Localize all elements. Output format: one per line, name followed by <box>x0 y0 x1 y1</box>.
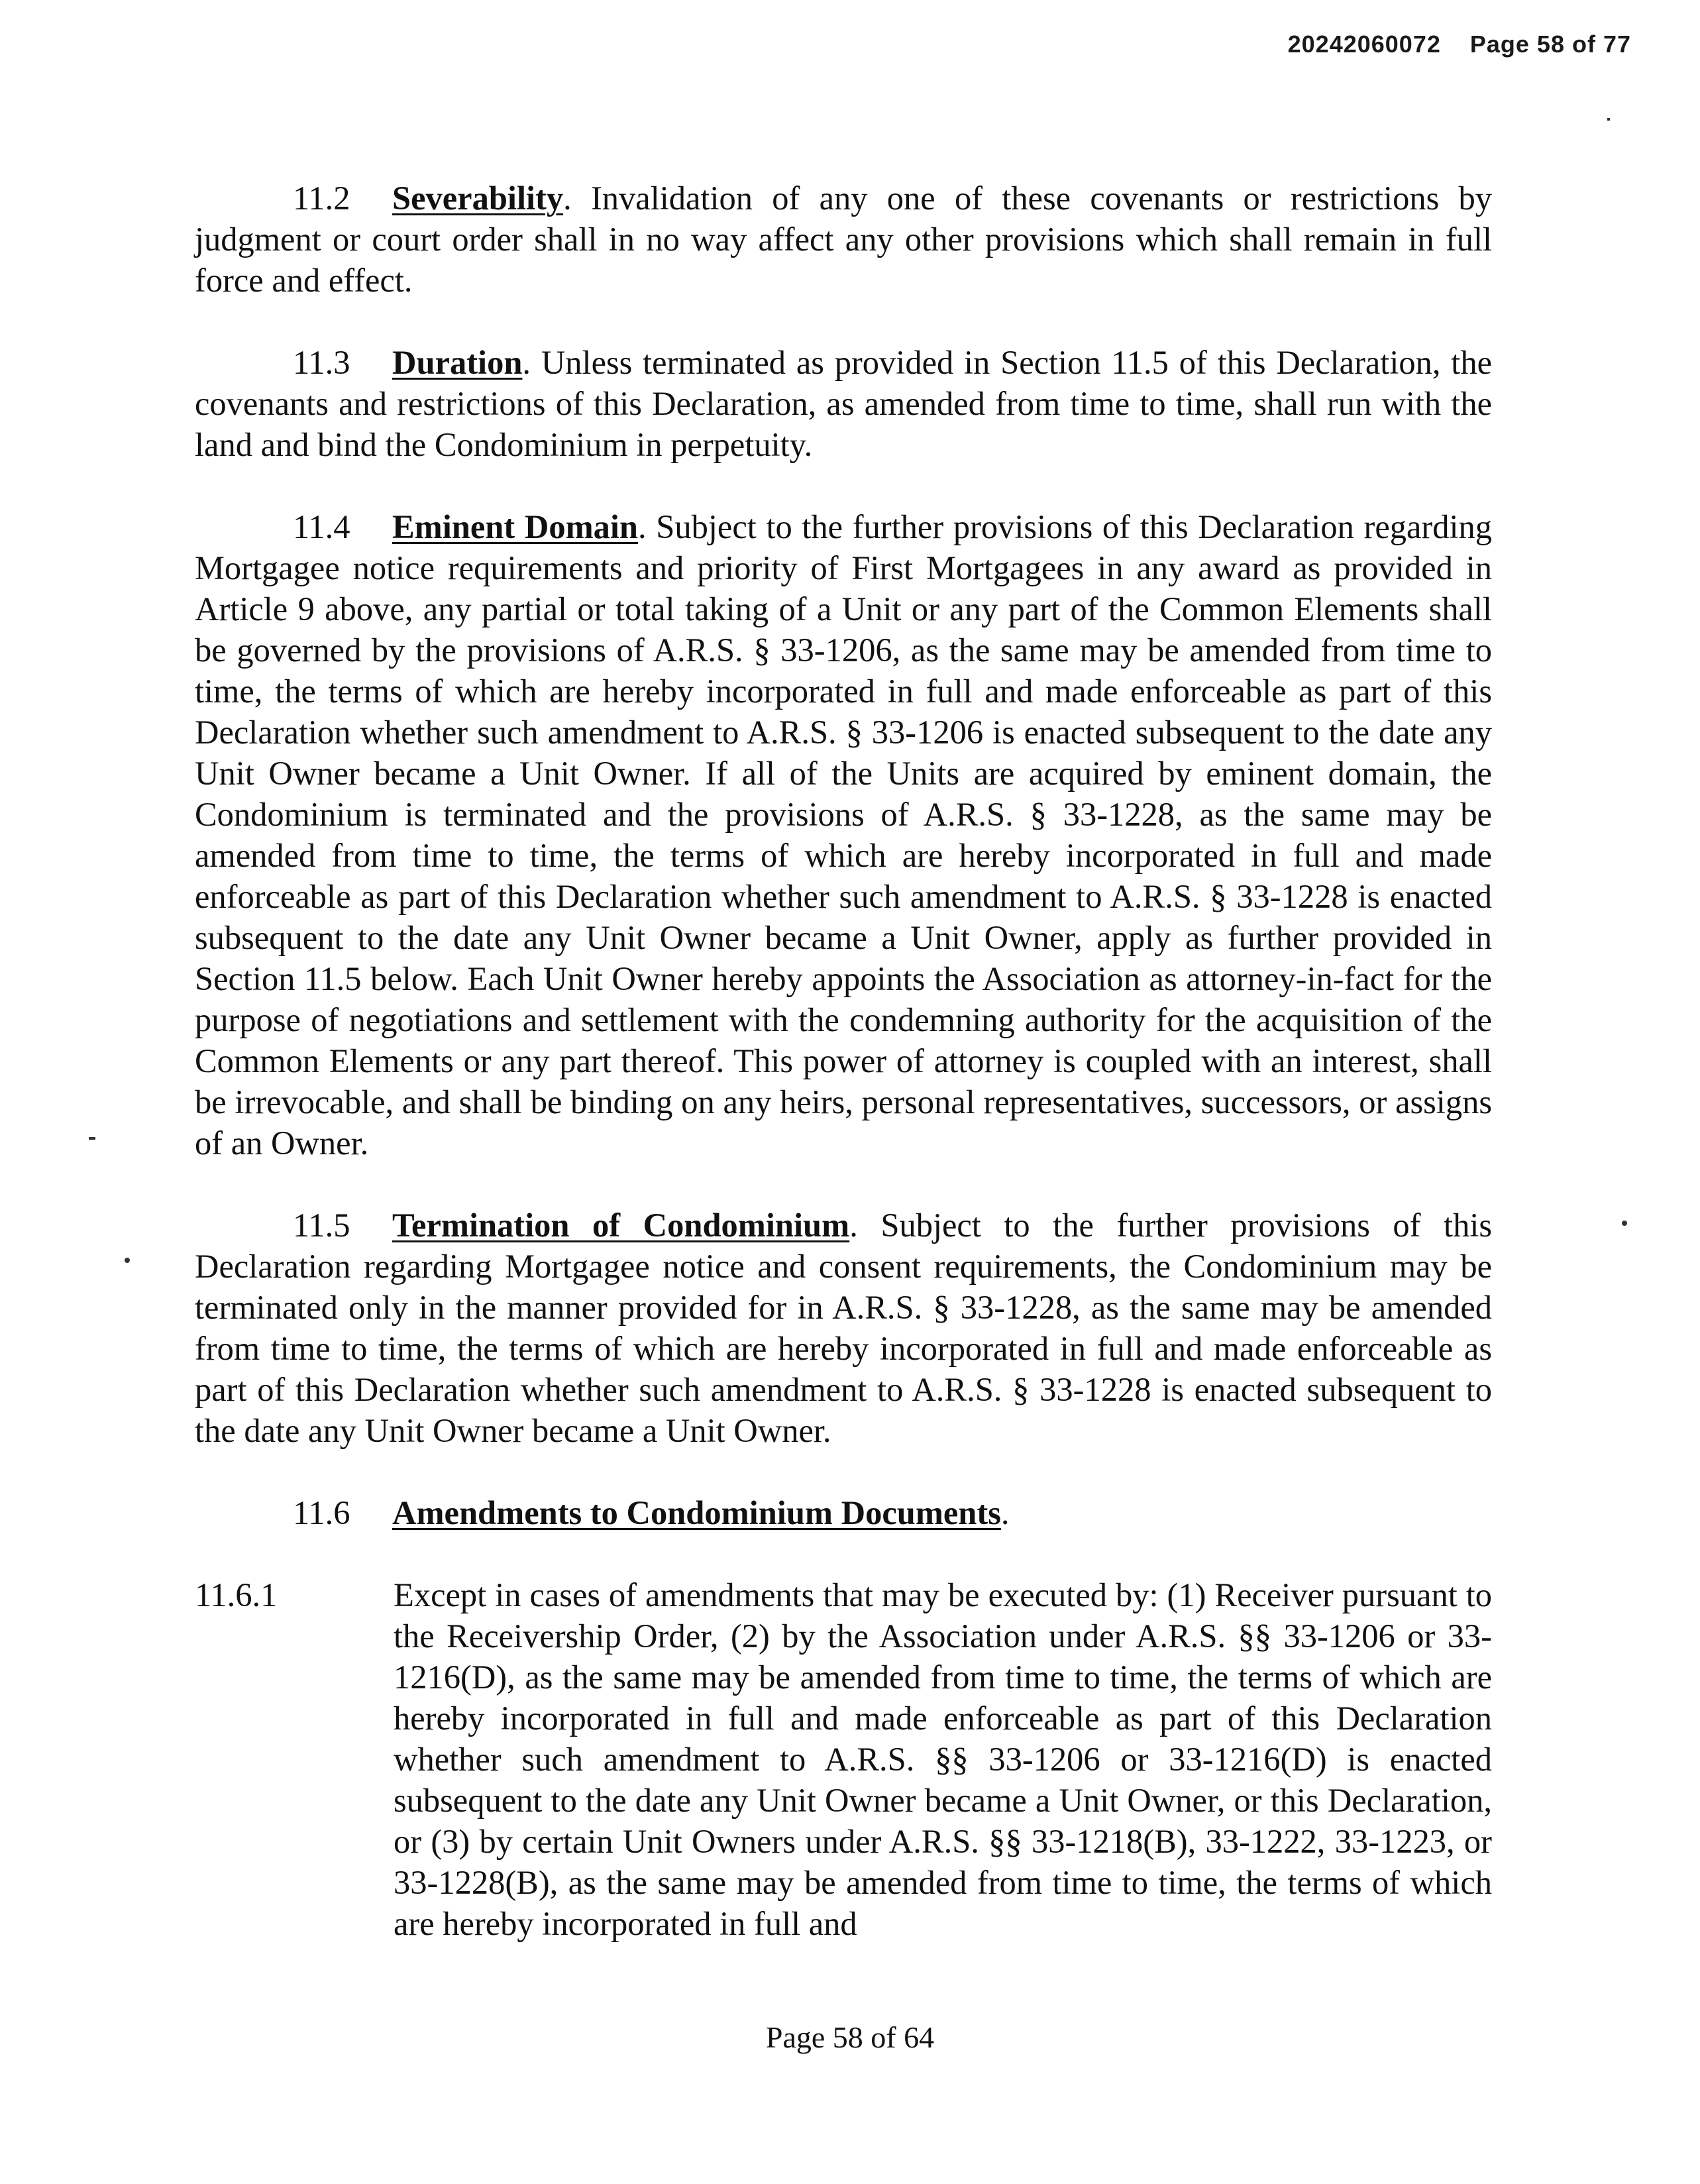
section-heading: Amendments to Condominium Documents <box>392 1494 1001 1531</box>
section-text: . Invalidation of any one of these covenants or restrictions by judgment or court order shall in no way affect any other provisions which shall remain in full force and effect. <box>195 180 1492 299</box>
document-body <box>195 178 1492 1944</box>
section-11-3 <box>195 342 1492 465</box>
section-text: . Unless terminated as provided in Section 11.5 of this Declaration, the covenants and restrictions of this Declaration, as amended from time to time, shall run with the land and bind the Condominium in perpetuity. <box>195 344 1492 463</box>
scan-speck <box>1607 118 1610 121</box>
scan-speck <box>1622 1221 1627 1226</box>
section-heading: Duration <box>392 344 523 381</box>
scan-speck <box>89 1137 95 1140</box>
subsection-number: 11.6.1 <box>195 1576 278 1613</box>
page-footer: Page 58 of 64 <box>765 2020 935 2054</box>
subsection-text: Except in cases of amendments that may be executed by: (1) Receiver pursuant to the Receivership Order, (2) by the Association under A.R.S. §§ 33-1206 or 33-1216(D), as the same may be amended from time to time, the terms of which are hereby incorporated in full and made enforceable as part of this Declaration whether such amendment to A.R.S. §§ 33-1206 or 33-1216(D) is enacted subsequent to the date any Unit Owner became a Unit Owner, or this Declaration, or (3) by certain Unit Owners under A.R.S. §§ 33-1218(B), 33-1222, 33-1223, or 33-1228(B), as the same may be amended from time to time, the terms of which are hereby incorporated in full and <box>394 1576 1492 1942</box>
section-text: . Subject to the further provisions of this Declaration regarding Mortgagee notice requirements and priority of First Mortgagees in any award as provided in Article 9 above, any partial or total taking of a Unit or any part of the Common Elements shall be governed by the provisions of A.R.S. § 33-1206, as the same may be amended from time to time, the terms of which are hereby incorporated in full and made enforceable as part of this Declaration whether such amendment to A.R.S. § 33-1206 is enacted subsequent to the date any Unit Owner became a Unit Owner. If all of the Units are acquired by eminent domain, the Condominium is terminated and the provisions of A.R.S. § 33-1228, as the same may be amended from time to time, the terms of which are hereby incorporated in full and made enforceable as part of this Declaration whether such amendment to A.R.S. § 33-1228 is enacted subsequent to the date any Unit Owner became a Unit Owner, apply as further provided in Section 11.5 below. Each Unit Owner hereby appoints the Association as attorney-in-fact for the purpose of negotiations and settlement with the condemning authority for the acquisition of the Common Elements or any part thereof. This power of attorney is coupled with an interest, shall be irrevocable, and shall be binding on any heirs, personal representatives, successors, or assigns of an Owner. <box>195 508 1492 1162</box>
section-text: . Subject to the further provisions of this Declaration regarding Mortgagee notice and consent requirements, the Condominium may be terminated only in the manner provided for in A.R.S. § 33-1228, as the same may be amended from time to time, the terms of which are hereby incorporated in full and made enforceable as part of this Declaration whether such amendment to A.R.S. § 33-1228 is enacted subsequent to the date any Unit Owner became a Unit Owner. <box>195 1207 1492 1449</box>
section-heading: Termination of Condominium <box>392 1207 850 1244</box>
section-number: 11.4 <box>293 508 350 545</box>
recording-page-label: Page 58 of 77 <box>1469 30 1631 58</box>
section-number: 11.3 <box>293 344 350 381</box>
section-number: 11.2 <box>293 180 350 217</box>
section-11-4 <box>195 506 1492 1164</box>
section-heading: Eminent Domain <box>392 508 639 545</box>
section-heading: Severability <box>392 180 564 217</box>
section-11-2 <box>195 178 1492 301</box>
section-text: . <box>1000 1494 1010 1531</box>
section-number: 11.6 <box>293 1494 350 1531</box>
scan-speck <box>125 1258 130 1263</box>
document-number: 20242060072 <box>1287 30 1441 58</box>
recording-stamp <box>1288 30 1631 58</box>
section-number: 11.5 <box>293 1207 350 1244</box>
section-11-5 <box>195 1205 1492 1451</box>
section-11-6 <box>195 1492 1492 1533</box>
subsection-11-6-1 <box>195 1574 1492 1944</box>
